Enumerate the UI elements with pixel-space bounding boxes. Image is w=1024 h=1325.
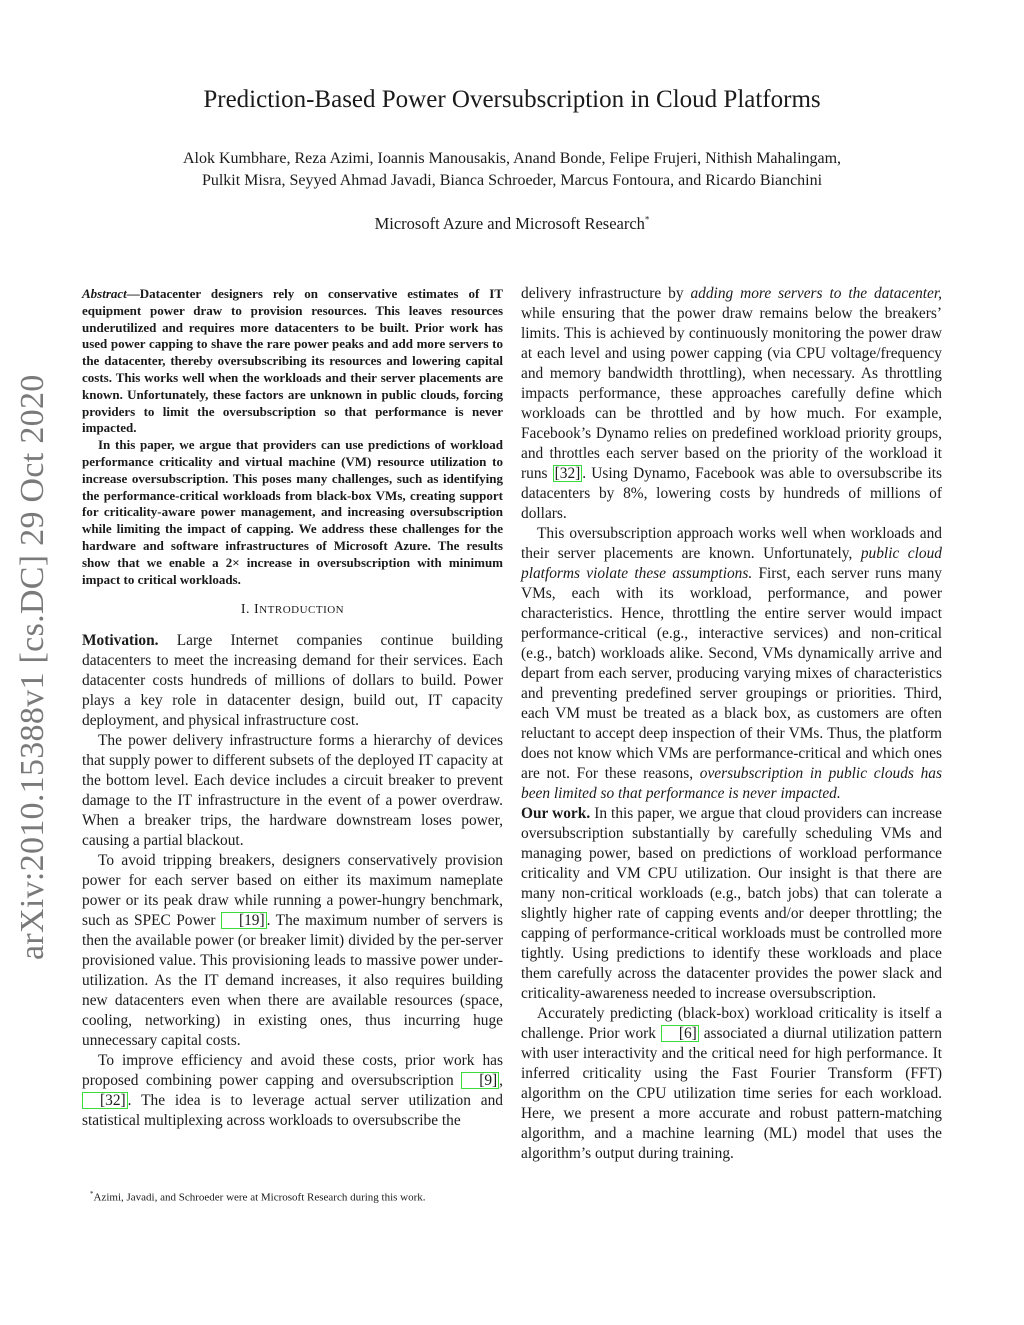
provisioning-text-a: To avoid tripping breakers, designers conservatively provision power for each server based on either its maximum nameplate power or its peak draw while running a power-hungry benchmark, such as SPEC Power <box>82 852 503 930</box>
section-heading-introduction <box>82 602 503 618</box>
criticality-paragraph <box>521 1004 942 1164</box>
section-name-rest: NTRODUCTION <box>259 604 345 617</box>
delivery-text-b: while ensuring that the power draw remains below the breakers’ limits. This is achieved by continuously monitoring the power draw at each level and using power capping (via CPU voltage/frequency and memory bandwidth throttling), when necessary. As throttling impacts performance, these approaches carefully define which workloads can be throttled and by how much. For example, Facebook’s Dynamo relies on predefined workload priority groups, and throttles each server based on the priority of the workload it runs <box>521 305 942 482</box>
affiliation-text: Microsoft Azure and Microsoft Research <box>374 214 645 233</box>
prior-work-paragraph <box>82 1051 503 1131</box>
delivery-paragraph <box>521 284 942 524</box>
criticality-text-a: Accurately predicting (black-box) workload criticality is itself a challenge. Prior work <box>521 1005 942 1042</box>
motivation-text: Large Internet companies continue building datacenters to meet the increasing demand for their services. Each datacenter costs hundreds of millions of dollars to build. Power plays a key role in datacenter design, build out, IT capacity deployment, and physical infrastructure cost. <box>82 632 503 730</box>
public-cloud-text-a: This oversubscription approach works well when workloads and their server placements are known. Unfortunately, <box>521 525 942 562</box>
author-list <box>100 148 924 192</box>
delivery-emphasis: adding more servers to the datacenter, <box>690 285 942 302</box>
citation-9-link[interactable]: [9] <box>461 1072 499 1089</box>
paper-title: Prediction-Based Power Oversubscription in Cloud Platforms <box>203 86 821 113</box>
public-cloud-paragraph <box>521 524 942 804</box>
citation-32-link-right[interactable]: [32] <box>554 465 581 482</box>
citation-19-link[interactable]: [19] <box>221 912 267 929</box>
delivery-text-c: . Using Dynamo, Facebook was able to oversubscribe its datacenters by 8%, lowering costs by hundreds of millions of dollars. <box>521 465 942 522</box>
our-work-label: Our work. <box>521 805 591 822</box>
public-cloud-emphasis-1: public cloud platforms violate these assumptions. <box>521 545 943 582</box>
citation-6-link[interactable]: [6] <box>661 1025 699 1042</box>
affiliation <box>0 214 1024 234</box>
public-cloud-text-b: First, each server runs many VMs, each with its workload, performance, and power characteristics. Hence, throttling the entire server would impact performance-critical (e.g., interactive services) and non-critical (e.g., batch) workloads alike. Second, VMs dynamically arrive and depart from each server, producing varying mixes of characteristics and preventing predefined server groupings or priorities. Third, each VM must be treated as a black box, as customers are often reluctant to accept deep inspection of their VMs. Thus, the platform does not know which VMs are performance-critical and which ones are not. For these reasons, <box>521 565 943 782</box>
motivation-label: Motivation. <box>82 632 159 650</box>
prior-work-text-a: To improve efficiency and avoid these costs, prior work has proposed combining power capping and oversubscription <box>82 1052 503 1090</box>
our-work-paragraph <box>521 804 942 1004</box>
left-column <box>82 286 503 1131</box>
abstract-paragraph-2: In this paper, we argue that providers can use predictions of workload performance criticality and virtual machine (VM) resource utilization to increase oversubscription. This poses many challenges, such as identifying the performance-critical workloads from black-box VMs, creating support for criticality-aware power management, and increasing oversubscription while limiting the impact of capping. We address these challenges for the hardware and software infrastructures of Microsoft Azure. The results show that we enable a 2× increase in oversubscription with minimum impact to critical workloads. <box>82 437 503 587</box>
section-initial: I <box>254 602 260 618</box>
citation-32-link[interactable]: [32] <box>82 1092 128 1109</box>
abstract-paragraph-1 <box>82 286 503 437</box>
criticality-text-b: associated a diurnal utilization pattern with user interactivity and the critical need for high performance. It inferred criticality using the Fast Fourier Transform (FFT) algorithm on the CPU utilization time series for each workload. Here, we present a more accurate and robust pattern-matching algorithm, and a machine learning (ML) model that uses the algorithm’s output during training. <box>521 1025 943 1162</box>
section-numeral: I. <box>240 602 255 618</box>
author-line-2: Pulkit Misra, Seyyed Ahmad Javadi, Bianca Schroeder, Marcus Fontoura, and Ricardo Bianchini <box>201 172 823 189</box>
power-delivery-paragraph: The power delivery infrastructure forms a hierarchy of devices that supply power to different subsets of the deployed IT capacity at the bottom level. Each device includes a circuit breaker to prevent damage to the IT infrastructure in the event of a power overdraw. When a breaker trips, the hardware downstream loses power, causing a partial blackout. <box>82 732 503 850</box>
prior-work-text-sep: , <box>499 1072 503 1090</box>
footnote-text: Azimi, Javadi, and Schroeder were at Microsoft Research during this work. <box>93 1191 426 1204</box>
footnote <box>90 1187 510 1205</box>
abstract-text-1: —Datacenter designers rely on conservative estimates of IT equipment power draw to provision resources. This leaves resources underutilized and requires more datacenters to be built. Prior work has used power capping to shave the rare power peaks and add more servers to the datacenter, thereby oversubscribing its resources and lowering capital costs. This works well when the workloads and their server placements are known. Unfortunately, these factors are unknown in public clouds, forcing providers to limit the oversubscription so that performance is never impacted. <box>82 286 503 436</box>
affiliation-footnote-mark: * <box>644 214 650 225</box>
provisioning-paragraph <box>82 851 503 1051</box>
delivery-text-a: delivery infrastructure by <box>521 285 691 302</box>
footnote-mark: * <box>90 1190 94 1198</box>
provisioning-text-b: . The maximum number of servers is then the available power (or breaker limit) divided by the per-server provisioned value. This provisioning leads to massive power under-utilization. As the IT demand increases, it also requires building new datacenters even when there are available resources (space, cooling, networking) in existing ones, thus incurring huge unnecessary capital costs. <box>82 912 503 1050</box>
arxiv-identifier: arXiv:2010.15388v1 [cs.DC] 29 Oct 2020 <box>14 374 51 960</box>
public-cloud-emphasis-2: oversubscription in public clouds has been limited so that performance is never impacted. <box>521 765 942 802</box>
abstract-label: Abstract <box>82 286 127 301</box>
our-work-text: In this paper, we argue that cloud providers can increase oversubscription substantially by carefully scheduling VMs and managing power, based on predictions of workload performance criticality and VM CPU utilization. Our insight is that there are many non-critical workloads (e.g., batch jobs) that can tolerate a slightly higher rate of capping events and/or deeper throttling; the capping of performance-critical workloads must be controlled more tightly. Using predictions to identify these workloads and place them carefully across the datacenter provides the power slack and criticality-awareness needed to increase oversubscription. <box>521 805 942 1002</box>
motivation-paragraph <box>82 631 503 731</box>
author-line-1: Alok Kumbhare, Reza Azimi, Ioannis Manousakis, Anand Bonde, Felipe Frujeri, Nithish Mahalingam, <box>182 150 842 167</box>
prior-work-text-c: . The idea is to leverage actual server utilization and statistical multiplexing across workloads to oversubscribe the <box>82 1092 503 1130</box>
right-column <box>521 284 942 1164</box>
